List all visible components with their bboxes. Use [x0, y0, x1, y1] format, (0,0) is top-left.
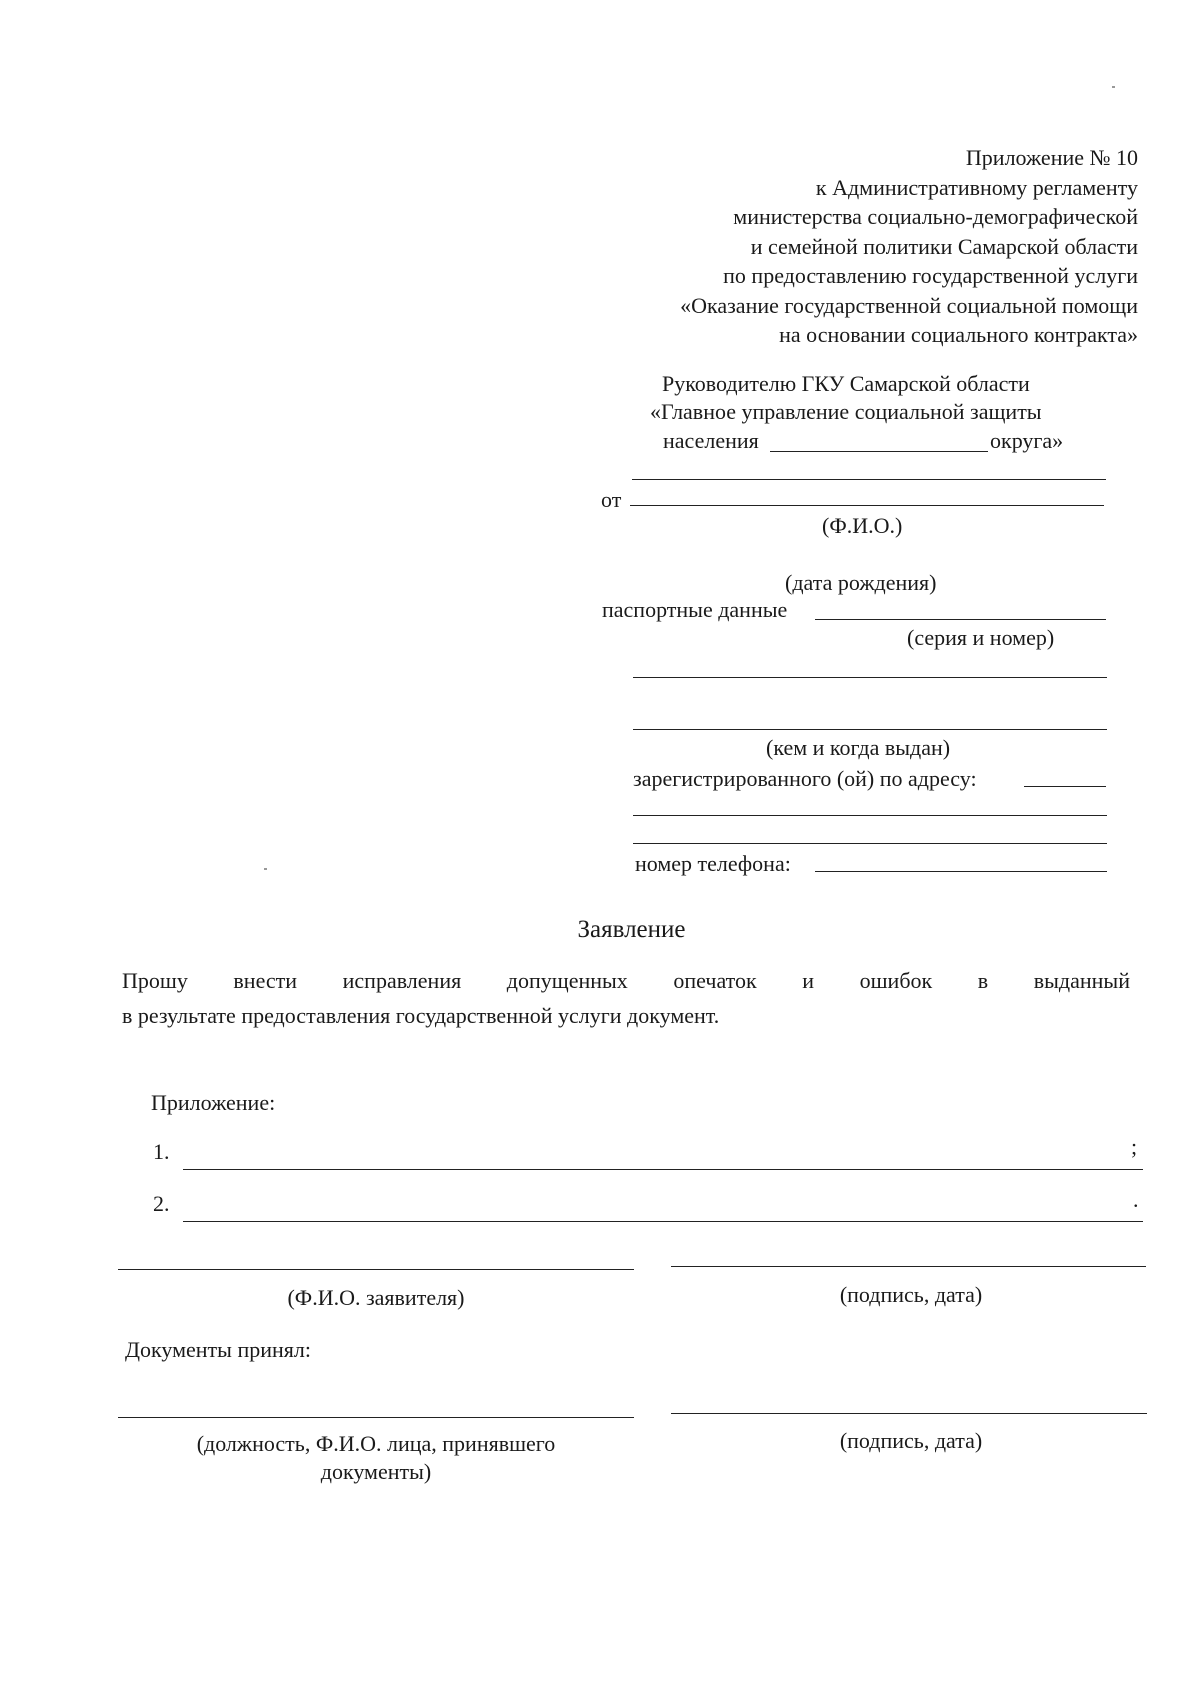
- appendix-line: на основании социального контракта»: [779, 322, 1138, 347]
- appendix-line: и семейной политики Самарской области: [750, 233, 1138, 259]
- district-field[interactable]: [770, 451, 988, 452]
- addressee-line1: Руководителю ГКУ Самарской области: [662, 371, 1030, 396]
- issued-caption: (кем и когда выдан): [766, 735, 951, 760]
- issued-field-1[interactable]: [633, 677, 1107, 678]
- address-field-2[interactable]: [633, 815, 1107, 816]
- applicant-extra-field[interactable]: [632, 479, 1106, 480]
- addressee-line3-suffix: округа»: [990, 428, 1064, 453]
- official-name-field[interactable]: [118, 1417, 634, 1418]
- request-text-line1: Прошу внести исправления допущенных опечаток и ошибок в выданный: [122, 968, 1130, 993]
- appendix-header: [680, 143, 1138, 350]
- appendix-line: министерства социально-демографической: [733, 204, 1138, 229]
- document-title: Заявление: [577, 916, 686, 943]
- attachment-1-field[interactable]: [183, 1169, 1143, 1170]
- attachment-1-end: ;: [1131, 1134, 1138, 1159]
- official-caption-line2: документы): [320, 1459, 432, 1484]
- applicant-sign-field[interactable]: [671, 1266, 1146, 1267]
- attachment-1-number: 1.: [153, 1139, 170, 1164]
- attachment-2-number: 2.: [153, 1191, 170, 1216]
- address-field-3[interactable]: [633, 843, 1107, 844]
- applicant-name-field[interactable]: [118, 1269, 634, 1270]
- issued-field-2[interactable]: [633, 729, 1107, 730]
- addressee-line2: «Главное управление социальной защиты: [650, 399, 1042, 424]
- official-sign-field[interactable]: [671, 1413, 1147, 1414]
- appendix-line: по предоставлению государственной услуги: [723, 263, 1138, 288]
- passport-label: паспортные данные: [602, 597, 788, 622]
- appendix-line: к Административному регламенту: [815, 174, 1138, 200]
- official-caption-line1: (должность, Ф.И.О. лица, принявшего: [196, 1431, 556, 1456]
- attachments-label: Приложение:: [151, 1090, 276, 1115]
- attachment-2-field[interactable]: [183, 1221, 1143, 1222]
- attachment-2-end: .: [1133, 1187, 1139, 1212]
- accepted-label: Документы принял:: [125, 1337, 311, 1362]
- addressee-line3-prefix: населения: [663, 428, 759, 453]
- address-field-1[interactable]: [1024, 786, 1106, 787]
- scan-speck: [264, 868, 267, 870]
- phone-field[interactable]: [815, 871, 1107, 872]
- request-text-line2: в результате предоставления государственной услуги документ.: [122, 1003, 720, 1028]
- registered-label: зарегистрированного (ой) по адресу:: [633, 766, 977, 791]
- appendix-number: Приложение № 10: [965, 145, 1138, 170]
- phone-label: номер телефона:: [635, 851, 791, 876]
- appendix-line: «Оказание государственной социальной помощи: [680, 292, 1138, 318]
- passport-field[interactable]: [815, 619, 1106, 620]
- from-label: от: [601, 487, 622, 512]
- passport-caption: (серия и номер): [907, 625, 1055, 650]
- applicant-sign-caption: (подпись, дата): [839, 1282, 983, 1307]
- applicant-name-caption: (Ф.И.О. заявителя): [287, 1285, 465, 1310]
- fio-caption: (Ф.И.О.): [822, 513, 903, 538]
- dob-caption: (дата рождения): [785, 570, 937, 595]
- official-sign-caption: (подпись, дата): [839, 1428, 983, 1453]
- scan-speck: [1112, 86, 1115, 88]
- fio-field[interactable]: [630, 505, 1104, 506]
